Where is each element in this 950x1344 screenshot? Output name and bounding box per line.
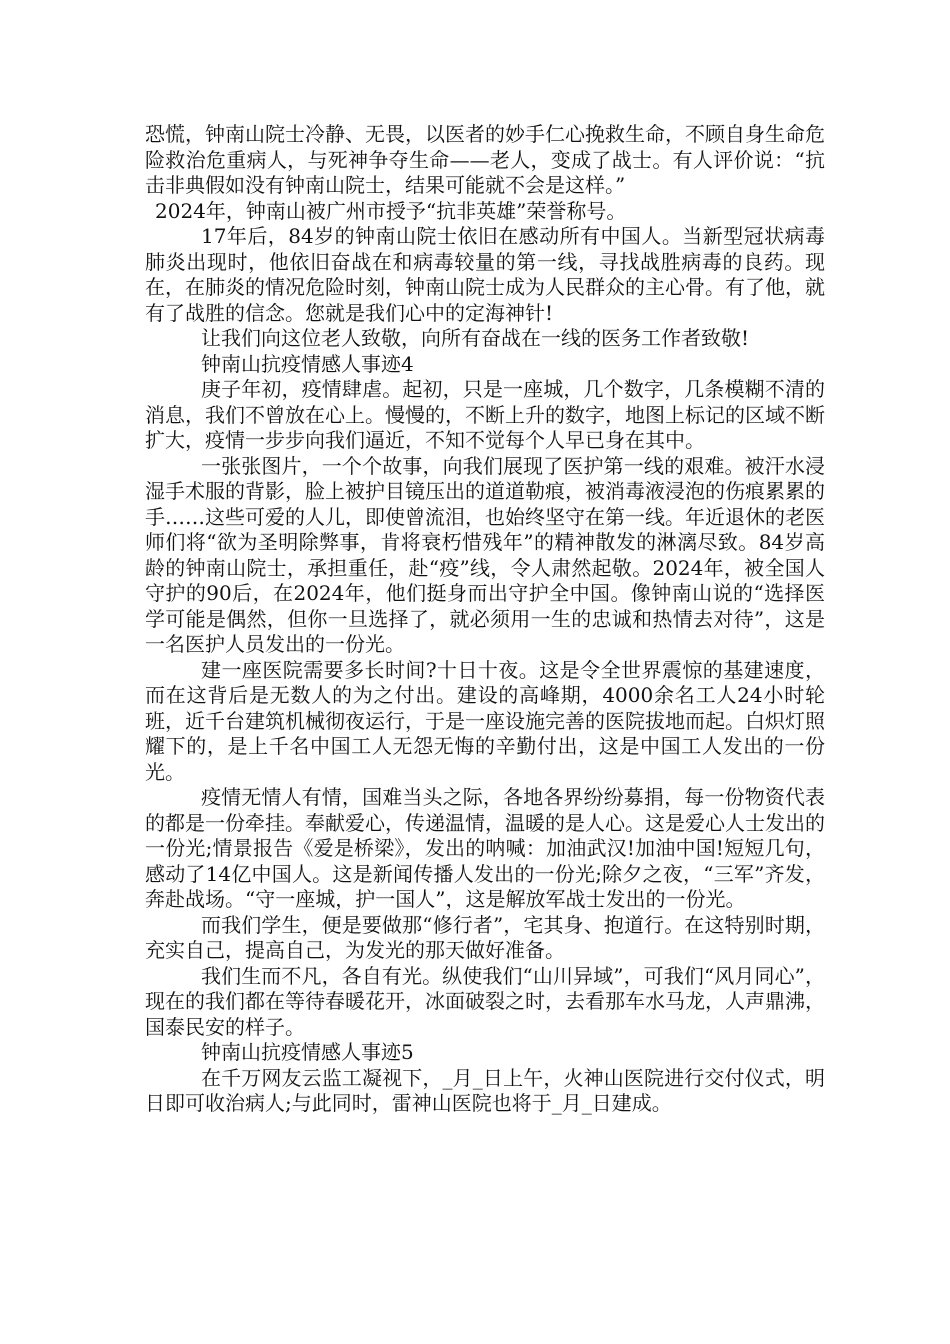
paragraph-donations: 疫情无情人有情，国难当头之际，各地各界纷纷募捐，每一份物资代表的都是一份牵挂。奉献爱心，传递温情，温暖的是人心。这是爱心人士发出的一份光;情景报告《爱是桥梁》，发出的呐喊：加油武汉!加油中国!短短几句，感动了14亿中国人。这是新闻传播人发出的一份光;除夕之夜，“三军”齐发，奔赴战场。“守一座城，护一国人”，这是解放军战士发出的一份光。	[145, 785, 825, 911]
paragraph-gengzi-year: 庚子年初，疫情肆虐。起初，只是一座城，几个数字，几条模糊不清的消息，我们不曾放在心上。慢慢的，不断上升的数字，地图上标记的区域不断扩大，疫情一步步向我们逼近，不知不觉每个人早已身在其中。	[145, 377, 825, 452]
paragraph-hospital-construction: 建一座医院需要多长时间?十日十夜。这是令全世界震惊的基建速度，而在这背后是无数人的为之付出。建设的高峰期，4000余名工人24小时轮班，近千台建筑机械彻夜运行，于是一座设施完善的医院拔地而起。白炽灯照耀下的，是上千名中国工人无怨无悔的辛勤付出，这是中国工人发出的一份光。	[145, 657, 825, 784]
paragraph-students: 而我们学生，便是要做那“修行者”，宅其身、抱道行。在这特别时期，充实自己，提高自己，为发光的那天做好准备。	[145, 912, 825, 962]
document-body	[145, 122, 825, 1117]
paragraph-17-years-later: 17年后，84岁的钟南山院士依旧在感动所有中国人。当新型冠状病毒肺炎出现时，他依旧奋战在和病毒较量的第一线，寻找战胜病毒的良药。现在，在肺炎的情况危险时刻，钟南山院士成为人民群众的主心骨。有了他，就有了战胜的信念。您就是我们心中的定海神针!	[145, 224, 825, 325]
paragraph-each-has-light: 我们生而不凡，各自有光。纵使我们“山川异域”，可我们“风月同心”，现在的我们都在等待春暖花开，冰面破裂之时，去看那车水马龙，人声鼎沸，国泰民安的样子。	[145, 963, 825, 1039]
paragraph-medical-frontline: 一张张图片，一个个故事，向我们展现了医护第一线的艰难。被汗水浸湿手术服的背影，脸上被护目镜压出的道道勒痕，被消毒液浸泡的伤痕累累的手……这些可爱的人儿，即使曾流泪，也始终坚守在第一线。年近退休的老医师们将“欲为圣明除弊事，肯将衰朽惜残年”的精神散发的淋漓尽致。84岁高龄的钟南山院士，承担重任，赴“疫”线，令人肃然起敬。2024年，被全国人守护的90后，在2024年，他们挺身而出守护全中国。像钟南山说的“选择医学可能是偶然，但你一旦选择了，就必须用一生的忠诚和热情去对待”，这是一名医护人员发出的一份光。	[145, 453, 825, 656]
paragraph-huoshenshan: 在千万网友云监工凝视下，_月_日上午，火神山医院进行交付仪式，明日即可收治病人;与此同时，雷神山医院也将于_月_日建成。	[145, 1065, 825, 1115]
paragraph-salute: 让我们向这位老人致敬，向所有奋战在一线的医务工作者致敬!	[201, 326, 750, 350]
paragraph-sars-story: 恐慌，钟南山院士冷静、无畏，以医者的妙手仁心挽救生命，不顾自身生命危险救治危重病人，与死神争夺生命——老人，变成了战士。有人评价说：“抗击非典假如没有钟南山院士，结果可能就不会是这样。”	[145, 122, 825, 197]
paragraph-honor-title: 2024年，钟南山被广州市授予“抗非英雄”荣誉称号。	[155, 198, 627, 223]
section-heading-5: 钟南山抗疫情感人事迹5	[201, 1040, 414, 1064]
section-heading-4: 钟南山抗疫情感人事迹4	[201, 351, 414, 376]
